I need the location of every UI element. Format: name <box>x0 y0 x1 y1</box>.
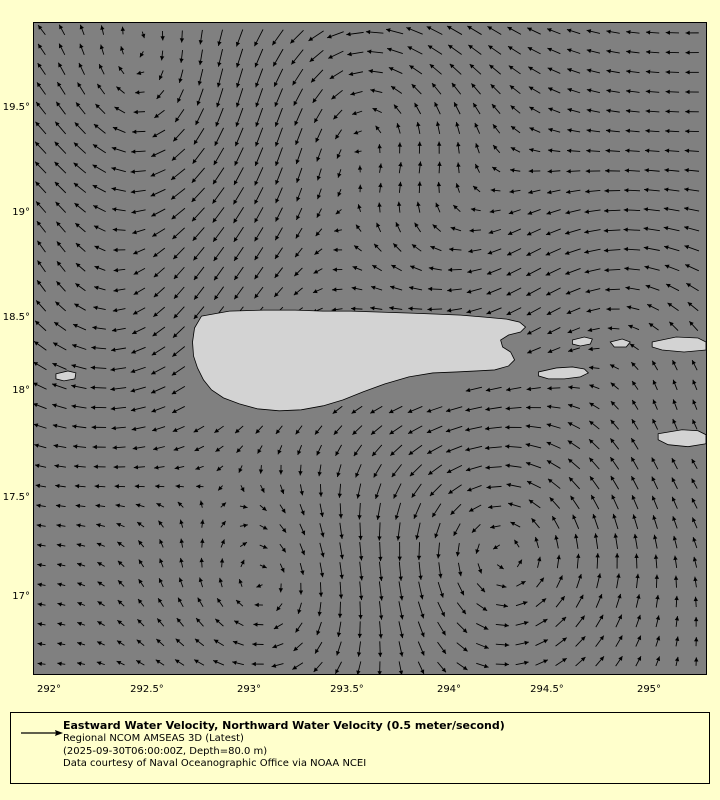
y-axis-tick-2: 18.5° <box>2 312 30 323</box>
legend-title: Eastward Water Velocity, Northward Water Velocity (0.5 meter/second) <box>63 719 505 732</box>
x-axis-tick-6: 295° <box>636 684 662 695</box>
y-axis-tick-5: 17° <box>12 591 30 602</box>
legend-line-1: Regional NCOM AMSEAS 3D (Latest) <box>63 733 244 744</box>
legend-text-block <box>63 719 703 771</box>
x-axis-tick-0: 292° <box>36 684 62 695</box>
land-polygons <box>34 23 706 674</box>
y-axis-tick-1: 19° <box>12 207 30 218</box>
virgin-islands-north <box>652 337 706 352</box>
culebra-island <box>572 337 592 346</box>
legend-panel <box>10 712 710 784</box>
small-cay-north <box>610 339 630 347</box>
x-axis-tick-2: 293° <box>236 684 262 695</box>
y-axis-tick-3: 18° <box>12 385 30 396</box>
x-axis-tick-3: 293.5° <box>330 684 364 695</box>
y-axis-tick-0: 19.5° <box>2 102 30 113</box>
x-axis-tick-5: 294.5° <box>530 684 564 695</box>
x-axis-tick-1: 292.5° <box>130 684 164 695</box>
vieques-island <box>538 367 588 379</box>
legend-line-3: Data courtesy of Naval Oceanographic Office via NOAA NCEI <box>63 758 367 769</box>
st-croix-island <box>658 430 706 447</box>
x-axis-tick-4: 294° <box>436 684 462 695</box>
y-axis-tick-4: 17.5° <box>2 492 30 503</box>
mona-island <box>56 371 76 381</box>
puerto-rico-island <box>193 310 526 411</box>
legend-line-2: (2025-09-30T06:00:00Z, Depth=80.0 m) <box>63 745 268 757</box>
reference-arrow-icon <box>19 727 63 739</box>
map-plot-area[interactable] <box>33 22 707 675</box>
